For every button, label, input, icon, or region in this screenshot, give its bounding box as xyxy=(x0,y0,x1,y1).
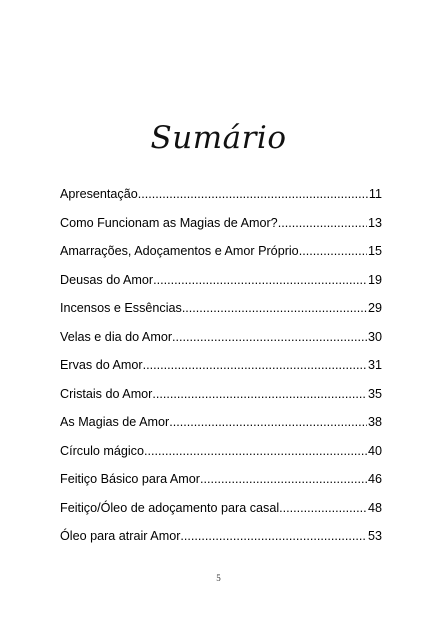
toc-entry-label: As Magias de Amor xyxy=(60,415,170,429)
toc-dot-leader xyxy=(200,465,367,494)
toc-entry-label: Feitiço/Óleo de adoçamento para casal xyxy=(60,500,280,515)
toc-entry-page: 46 xyxy=(367,472,382,486)
toc-dot-leader xyxy=(180,522,367,551)
toc-entry-page: 48 xyxy=(367,500,382,515)
toc-dot-leader xyxy=(182,294,367,323)
toc-entry-page: 30 xyxy=(367,329,382,344)
toc-entry xyxy=(60,437,382,466)
toc-dot-leader xyxy=(169,408,367,437)
toc-dot-leader xyxy=(143,351,367,380)
toc-entry xyxy=(60,465,382,494)
toc-entry xyxy=(60,266,382,295)
toc-entry xyxy=(60,522,382,551)
toc-entry-label: Círculo mágico xyxy=(60,443,144,458)
toc-entry-label: Incensos e Essências xyxy=(60,301,182,315)
toc-entry-label: Feitiço Básico para Amor xyxy=(60,472,200,486)
toc-dot-leader xyxy=(153,266,367,295)
toc-entry-label: Óleo para atrair Amor xyxy=(60,529,181,543)
toc-entry xyxy=(60,294,382,323)
toc-entry-page: 35 xyxy=(367,386,382,401)
toc-entry-page: 13 xyxy=(367,215,382,230)
toc-entry-page: 40 xyxy=(367,443,382,458)
toc-entry-label: Como Funcionam as Magias de Amor? xyxy=(60,215,278,230)
toc-entry-label: Velas e dia do Amor xyxy=(60,329,173,344)
page-number: 5 xyxy=(216,573,221,583)
toc-dot-leader xyxy=(152,380,367,409)
toc-dot-leader xyxy=(299,237,367,266)
toc-dot-leader xyxy=(279,494,367,523)
toc-entry-page: 29 xyxy=(367,301,382,315)
toc-entry-page: 15 xyxy=(367,244,382,258)
toc-entry xyxy=(60,323,382,352)
toc-entry xyxy=(60,351,382,380)
toc-entry xyxy=(60,408,382,437)
toc-entry-page: 38 xyxy=(367,415,382,429)
toc-dot-leader xyxy=(144,437,367,466)
toc-dot-leader xyxy=(172,323,367,352)
toc-entry xyxy=(60,237,382,266)
toc-entry-page: 11 xyxy=(368,187,382,201)
toc-entry-page: 19 xyxy=(367,272,382,287)
toc-entry-label: Apresentação xyxy=(60,187,138,201)
toc-entry xyxy=(60,380,382,409)
toc-entry xyxy=(60,494,382,523)
table-of-contents xyxy=(60,180,382,551)
toc-entry-label: Cristais do Amor xyxy=(60,386,153,401)
toc-entry-label: Ervas do Amor xyxy=(60,358,143,372)
toc-entry xyxy=(60,209,382,238)
toc-entry-page: 31 xyxy=(367,358,382,372)
toc-dot-leader xyxy=(278,209,367,238)
toc-entry-label: Amarrações, Adoçamentos e Amor Próprio xyxy=(60,244,299,258)
page-title: Sumário xyxy=(150,120,287,156)
toc-dot-leader xyxy=(138,180,368,209)
toc-entry-label: Deusas do Amor xyxy=(60,272,154,287)
toc-entry-page: 53 xyxy=(367,529,382,543)
toc-entry xyxy=(60,180,382,209)
